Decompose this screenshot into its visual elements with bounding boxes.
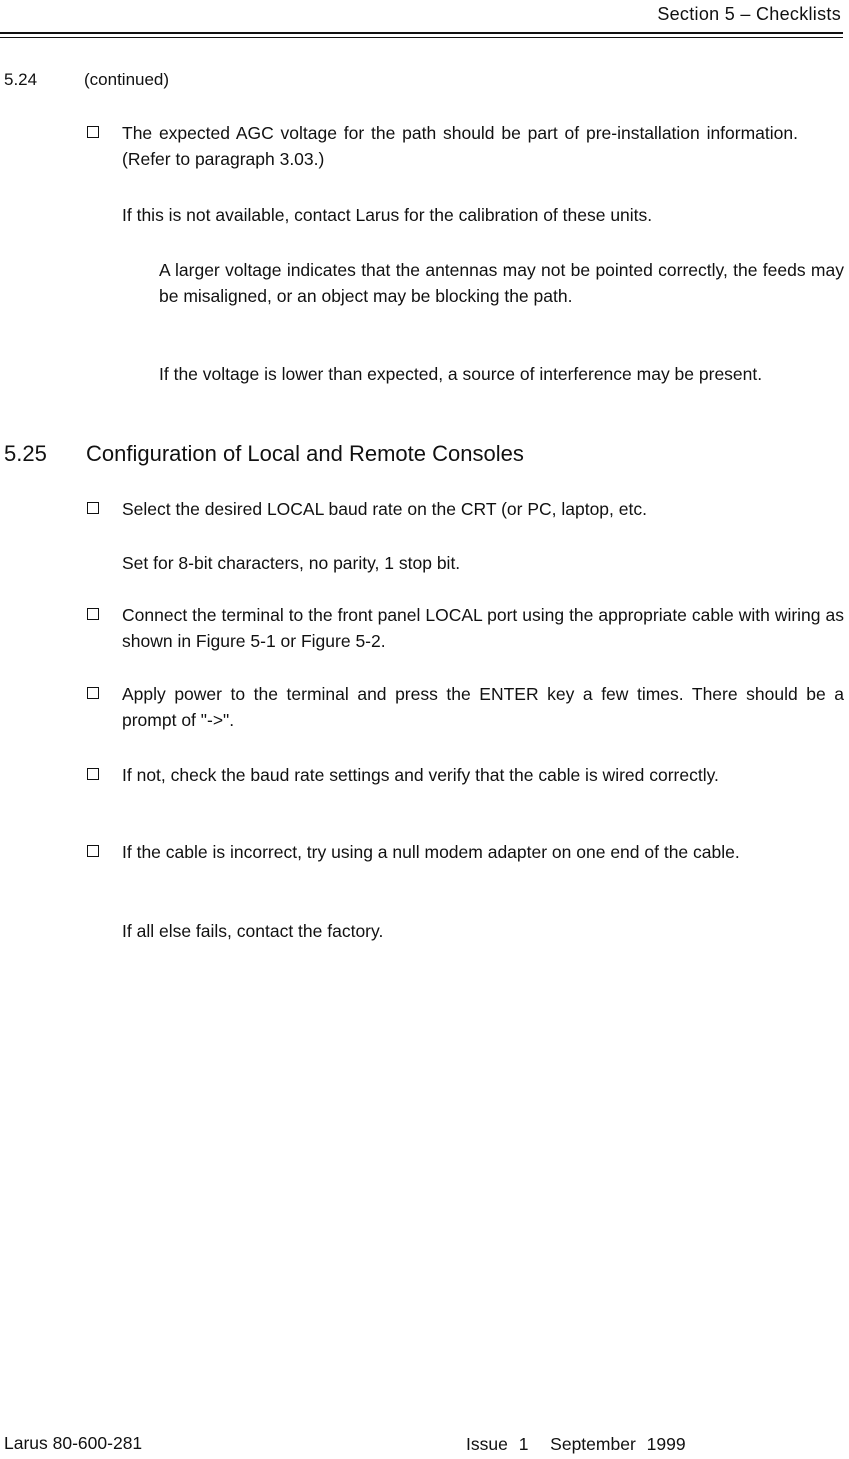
checkbox-icon [87, 126, 99, 138]
checkbox-icon [87, 768, 99, 780]
header-rule-thick [0, 32, 843, 34]
section-number-5-25: 5.25 [4, 441, 47, 466]
header-rule-thin [0, 37, 843, 38]
section-title: Configuration of Local and Remote Consoles [86, 441, 524, 466]
paragraph-all-else-fails: If all else fails, contact the factory. [122, 921, 384, 941]
paragraph-lower-voltage: If the voltage is lower than expected, a source of interference may be present. [159, 364, 763, 384]
paragraph-larger-voltage: A larger voltage indicates that the antennas may not be pointed correctly, the feeds may be misaligned, or an object may be blocking the path. [159, 260, 844, 306]
checkbox-icon [87, 608, 99, 620]
section-number-5-24: 5.24 [4, 70, 38, 89]
paragraph-select-baud: Select the desired LOCAL baud rate on the CRT (or PC, laptop, etc. [122, 499, 647, 519]
section-continued-label: (continued) [84, 70, 170, 89]
checkbox-icon [87, 845, 99, 857]
paragraph-cable-incorrect: If the cable is incorrect, try using a null modem adapter on one end of the cable. [122, 842, 740, 862]
footer-issue-date [466, 1434, 686, 1455]
paragraph-agc-voltage: The expected AGC voltage for the path should be part of pre-installation information. (Refer to paragraph 3.03.) [122, 123, 798, 169]
header-title: Section 5 – Checklists [657, 4, 841, 24]
paragraph-connect-terminal: Connect the terminal to the front panel LOCAL port using the appropriate cable with wiring as shown in Figure 5-1 or Figure 5-2. [122, 605, 844, 651]
checkbox-icon [87, 502, 99, 514]
footer-issue: Issue 1 [466, 1434, 529, 1454]
footer-date: September 1999 [550, 1434, 686, 1454]
paragraph-apply-power: Apply power to the terminal and press the ENTER key a few times. There should be a prompt of "->". [122, 684, 844, 730]
paragraph-set-bits: Set for 8-bit characters, no parity, 1 stop bit. [122, 553, 461, 573]
checkbox-icon [87, 687, 99, 699]
paragraph-not-available: If this is not available, contact Larus for the calibration of these units. [122, 205, 653, 225]
footer-doc-number: Larus 80-600-281 [4, 1433, 143, 1453]
paragraph-if-not: If not, check the baud rate settings and verify that the cable is wired correctly. [122, 765, 719, 785]
